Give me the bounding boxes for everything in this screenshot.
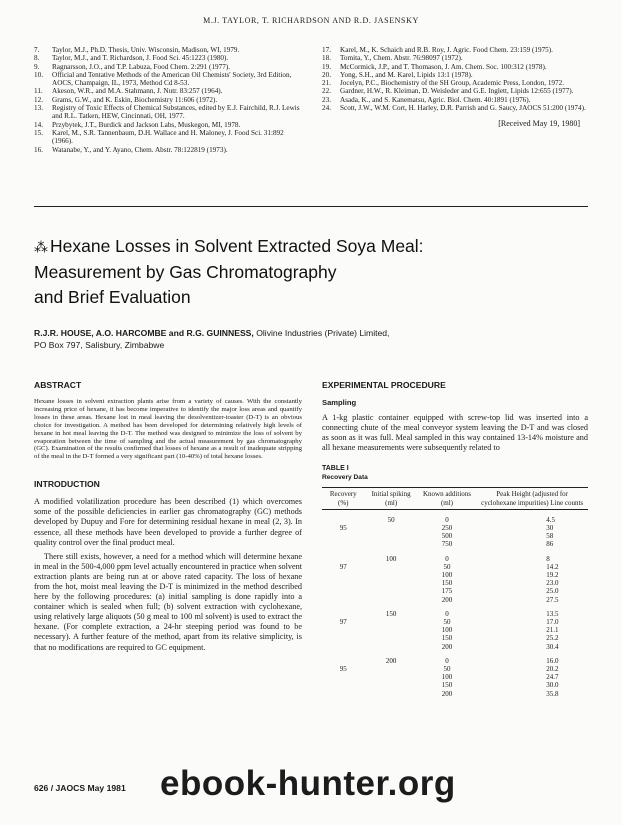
reference-text: Karel, M., S.R. Tannenbaum, D.H. Wallace and H. Maloney, J. Food Sci. 31:892 (1966). (52, 128, 284, 146)
reference-text: Taylor, M.J., Ph.D. Thesis, Univ. Wisconsin, Madison, WI, 1979. (52, 46, 240, 54)
reference-text: Asada, K., and S. Kanematsu, Agric. Biol. Chem. 40:1891 (1976). (340, 95, 531, 104)
table-row (322, 673, 588, 681)
cell-peak-height: 20.2 (546, 665, 559, 674)
table-row (322, 540, 588, 548)
table-row (322, 571, 588, 579)
cell-initial-spiking (365, 596, 418, 604)
article-title (34, 234, 594, 310)
table-row (322, 563, 588, 571)
reference-item (322, 87, 588, 95)
cell-recovery (322, 673, 365, 681)
abstract-heading: ABSTRACT (34, 380, 82, 390)
sampling-paragraph: A 1-kg plastic container equipped with screw-top lid was inserted into a connecting chute of the meal conveyor system leaving the D-T and was closed as soon as it was full. Meal sampled in this way contained 13-14% moisture and all hexane measurements were subsequently related to (322, 413, 588, 453)
reference-number: 13. (34, 104, 43, 113)
cell-peak-height: 30.4 (546, 642, 559, 651)
cell-initial-spiking (365, 673, 418, 681)
cell-peak-height: 25.2 (546, 634, 559, 643)
reference-text: Gardner, H.W., R. Kleiman, D. Weisleder and G.E. Inglett, Lipids 12:655 (1977). (340, 87, 574, 96)
reference-text: Yong, S.H., and M. Karel, Lipids 13:1 (1978). (340, 70, 473, 79)
reference-item (34, 63, 306, 71)
cell-peak-height: 23.0 (546, 579, 559, 588)
reference-item (322, 96, 588, 104)
header-known-additions: Known additions (ml) (418, 488, 477, 509)
cell-peak-height: 4.5 (546, 515, 555, 524)
cell-known-addition: 150 (441, 634, 453, 643)
cell-known-addition: 0 (445, 554, 449, 563)
cell-recovery (322, 549, 365, 563)
reference-text: Official and Tentative Methods of the American Oil Chemists' Society, 3rd Edition, AOCS, Champaign, IL, 1973, Method Cd 8-53. (52, 70, 292, 88)
table-row (322, 626, 588, 634)
cell-recovery: 95 (339, 523, 347, 532)
reference-number: 7. (34, 46, 40, 54)
cell-known-addition: 100 (441, 673, 453, 682)
cell-known-addition: 0 (445, 609, 449, 618)
sampling-heading: Sampling (322, 398, 357, 407)
cell-initial-spiking (365, 587, 418, 595)
table-row (322, 549, 588, 563)
author-block (34, 327, 594, 351)
table-row (322, 665, 588, 673)
introduction-paragraph-1: A modified volatilization procedure has been described (1) which overcomes some of the possible deficiencies in earlier gas chromatography (GC) methods developed by Dupuy and Fore for determining residual hexane in meal (2, 3). In essence, all these methods have been developed to provide a further degree of quality control over the final product meal. (34, 497, 302, 547)
affiliation: Olivine Industries (Private) Limited, (253, 328, 390, 338)
cell-initial-spiking: 50 (387, 515, 395, 524)
table-row (322, 681, 588, 689)
affiliation-address: PO Box 797, Salisbury, Zimbabwe (34, 340, 165, 350)
recovery-data-table (322, 487, 588, 697)
reference-number: 23. (322, 95, 331, 104)
cell-peak-height: 16.0 (546, 656, 559, 665)
cell-recovery (322, 587, 365, 595)
cell-recovery: 97 (339, 618, 347, 627)
cell-recovery (322, 643, 365, 651)
reference-item (322, 104, 588, 112)
reference-number: 9. (34, 62, 40, 71)
cell-peak-height: 14.2 (546, 562, 559, 571)
cell-recovery (322, 681, 365, 689)
cell-known-addition: 175 (441, 587, 453, 596)
references-right-column (322, 46, 588, 129)
experimental-heading: EXPERIMENTAL PROCEDURE (322, 380, 446, 390)
cell-initial-spiking (365, 681, 418, 689)
cell-recovery (322, 690, 365, 698)
received-date: [Received May 19, 1980] (498, 119, 580, 129)
author-names: R.J.R. HOUSE, A.O. HARCOMBE and R.G. GUINNESS, (34, 328, 254, 338)
cell-initial-spiking (365, 524, 418, 532)
cell-recovery (322, 634, 365, 642)
title-line-2: Measurement by Gas Chromatography (34, 262, 337, 282)
cell-recovery (322, 626, 365, 634)
reference-number: 14. (34, 120, 43, 129)
reference-text: Watanabe, Y., and Y. Ayano, Chem. Abstr. 78:122819 (1973). (52, 145, 228, 154)
right-column (322, 380, 588, 698)
cell-known-addition: 50 (443, 618, 451, 627)
table-row (322, 634, 588, 642)
reference-item (322, 63, 588, 71)
reference-item (322, 46, 588, 54)
cell-known-addition: 100 (441, 571, 453, 579)
table-row (322, 579, 588, 587)
introduction-paragraph-2: There still exists, however, a need for a method which will determine hexane in meal in the 500-4,000 ppm level actually encountered in practice when solvent extraction plants are being run at or above rated capacity. The loss of hexane from the hot, moist meal leaving the D-T is minimized in the method described here by the following procedures: (a) initial sampling is done rapidly into a container which is sealed when full; (b) solvent extraction with cyclohexane, using relatively large aliquots (50 g meal to 100 ml solvent) is used to extract the hexane. (For complete extraction, a 24-hr steeping period was found to be necessary). A further feature of the method, apart from its relative simplicity, is that no modifications are required to GC equipment. (34, 551, 302, 652)
cell-recovery (322, 571, 365, 579)
cell-initial-spiking (365, 665, 418, 673)
reference-number: 19. (322, 62, 331, 71)
cell-recovery (322, 651, 365, 665)
references-left-column (34, 46, 306, 154)
cell-recovery (322, 540, 365, 548)
cell-initial-spiking (365, 634, 418, 642)
left-column (34, 380, 302, 653)
reference-text: Grams, G.W., and K. Eskin, Biochemistry 11:606 (1972). (52, 95, 218, 104)
reference-text: Jocelyn, P.C., Biochemistry of the SH Group, Academic Press, London, 1972. (340, 79, 564, 88)
reference-text: Przybytek, J.T., Burdick and Jackson Labs, Muskegon, MI, 1978. (52, 120, 241, 129)
cell-known-addition: 50 (443, 562, 451, 571)
cell-recovery: 97 (339, 562, 347, 571)
reference-number: 22. (322, 87, 331, 96)
cell-initial-spiking (365, 540, 418, 548)
cell-peak-height: 8 (546, 554, 550, 563)
cell-known-addition: 150 (441, 681, 453, 690)
table-row (322, 509, 588, 524)
cell-peak-height: 13.5 (546, 609, 559, 618)
cell-initial-spiking (365, 690, 418, 698)
reference-item (34, 146, 306, 154)
cell-known-addition: 150 (441, 579, 453, 588)
cell-known-addition: 200 (441, 642, 453, 651)
header-recovery: Recovery (%) (322, 488, 365, 509)
table-row (322, 643, 588, 651)
cell-initial-spiking (365, 563, 418, 571)
header-peak-height: Peak Height (adjusted for cyclohexane impurities) Line counts (476, 488, 588, 509)
cell-initial-spiking (365, 626, 418, 634)
cell-known-addition: 200 (441, 595, 453, 604)
cell-peak-height: 24.7 (546, 673, 559, 682)
introduction-heading: INTRODUCTION (34, 479, 100, 490)
reference-item (322, 79, 588, 87)
cell-known-addition: 0 (445, 656, 449, 665)
cell-peak-height: 19.2 (546, 571, 559, 579)
table-row (322, 596, 588, 604)
reference-number: 21. (322, 79, 331, 88)
table-row (322, 651, 588, 665)
table-row (322, 618, 588, 626)
table-row (322, 524, 588, 532)
cell-known-addition: 750 (441, 540, 453, 549)
cell-recovery (322, 532, 365, 540)
cell-recovery (322, 604, 365, 618)
reference-item (322, 54, 588, 62)
cell-recovery (322, 509, 365, 524)
running-head: M.J. TAYLOR, T. RICHARDSON AND R.D. JASENSKY (203, 16, 419, 25)
reference-number: 16. (34, 145, 43, 154)
abstract-text: Hexane losses in solvent extraction plants arise from a variety of causes. With the constantly increasing price of hexane, it has become imperative to identify the major loss areas and quantify losses in these areas. Hexane lost in meal leaving the desolventizer-toaster (D-T) is an obvious choice for investigation. A method has been developed for determining relatively high levels of hexane in hot meal leaving the D-T. The method was designed to minimize the loss of solvent by evaporation between the time of sampling and the actual measurement by gas chromatography (GC). Examination of the results confirmed that losses of hexane as a result of inadequate stripping of the meal in the D-T formed a very significant part (10-40%) of total hexane losses. (34, 398, 302, 461)
reference-item (322, 71, 588, 79)
title-line-1: Hexane Losses in Solvent Extracted Soya Meal: (50, 236, 424, 256)
cell-initial-spiking (365, 532, 418, 540)
reference-number: 18. (322, 54, 331, 63)
watermark: ebook-hunter.org (160, 764, 456, 803)
reference-text: Ragnarsson, J.O., and T.P. Labuza, Food Chem. 2:291 (1977). (52, 62, 231, 71)
title-line-3: and Brief Evaluation (34, 287, 191, 307)
cell-peak-height: 58 (546, 532, 554, 541)
cell-peak-height: 30 (546, 523, 554, 532)
table-header-row (322, 488, 588, 509)
reference-number: 17. (322, 46, 331, 54)
cell-initial-spiking: 150 (385, 609, 397, 618)
cell-initial-spiking (365, 643, 418, 651)
reference-number: 8. (34, 54, 40, 63)
cell-recovery: 95 (339, 665, 347, 674)
cell-initial-spiking: 200 (385, 656, 397, 665)
reference-number: 11. (34, 87, 43, 96)
cell-peak-height: 27.5 (546, 595, 559, 604)
reference-item (34, 71, 306, 88)
cell-known-addition: 200 (441, 689, 453, 698)
cell-peak-height: 86 (546, 540, 554, 549)
table-row (322, 587, 588, 595)
cell-peak-height: 17.0 (546, 618, 559, 627)
reference-number: 24. (322, 104, 331, 113)
reference-item (34, 129, 306, 146)
reference-number: 15. (34, 128, 43, 137)
cell-peak-height: 30.0 (546, 681, 559, 690)
table-row (322, 690, 588, 698)
cell-peak-height: 35.8 (546, 689, 559, 698)
reference-text: Taylor, M.J., and T. Richardson, J. Food Sci. 45:1223 (1980). (52, 54, 229, 63)
cell-known-addition: 100 (441, 626, 453, 635)
cell-initial-spiking (365, 571, 418, 579)
table-label: TABLE I (322, 465, 349, 473)
cell-peak-height: 25.0 (546, 587, 559, 596)
table-caption: Recovery Data (322, 474, 368, 482)
reference-text: Registry of Toxic Effects of Chemical Substances, edited by E.J. Fairchild, R.J. Lewis and R.L. Tatken, HEW, Cincinnati, OH, 1977. (52, 104, 300, 121)
reference-item (34, 96, 306, 104)
cell-known-addition: 50 (443, 665, 451, 674)
reference-number: 20. (322, 70, 331, 79)
title-mark-icon: ⁂ (34, 239, 48, 255)
reference-text: Tomita, Y., Chem. Abstr. 76:98097 (1972). (340, 54, 463, 63)
reference-text: McCormick, J.P., and T. Thomason, J. Am. Chem. Soc. 100:312 (1978). (340, 62, 547, 71)
reference-item (34, 104, 306, 121)
cell-initial-spiking (365, 618, 418, 626)
cell-known-addition: 500 (441, 532, 453, 541)
cell-recovery (322, 579, 365, 587)
table-row (322, 604, 588, 618)
table-row (322, 532, 588, 540)
section-divider (34, 206, 588, 207)
reference-text: Akeson, W.R., and M.A. Stahmann, J. Nutr. 83:257 (1964). (52, 87, 223, 96)
page-footer: 626 / JAOCS May 1981 (34, 783, 126, 793)
header-initial-spiking: Initial spiking (ml) (365, 488, 418, 509)
cell-known-addition: 250 (441, 523, 453, 532)
cell-known-addition: 0 (445, 515, 449, 524)
reference-item (34, 87, 306, 95)
reference-number: 12. (34, 95, 43, 104)
reference-item (34, 54, 306, 62)
cell-peak-height: 21.1 (546, 626, 559, 635)
cell-initial-spiking (365, 579, 418, 587)
cell-initial-spiking: 100 (385, 554, 397, 563)
reference-text: Scott, J.W., W.M. Cort, H. Harley, D.R. Parrish and G. Saucy, JAOCS 51:200 (1974). (340, 104, 586, 113)
cell-recovery (322, 596, 365, 604)
reference-number: 10. (34, 70, 43, 79)
reference-text: Karel, M., K. Schaich and R.B. Roy, J. Agric. Food Chem. 23:159 (1975). (340, 46, 553, 54)
reference-item (34, 121, 306, 129)
reference-item (34, 46, 306, 54)
